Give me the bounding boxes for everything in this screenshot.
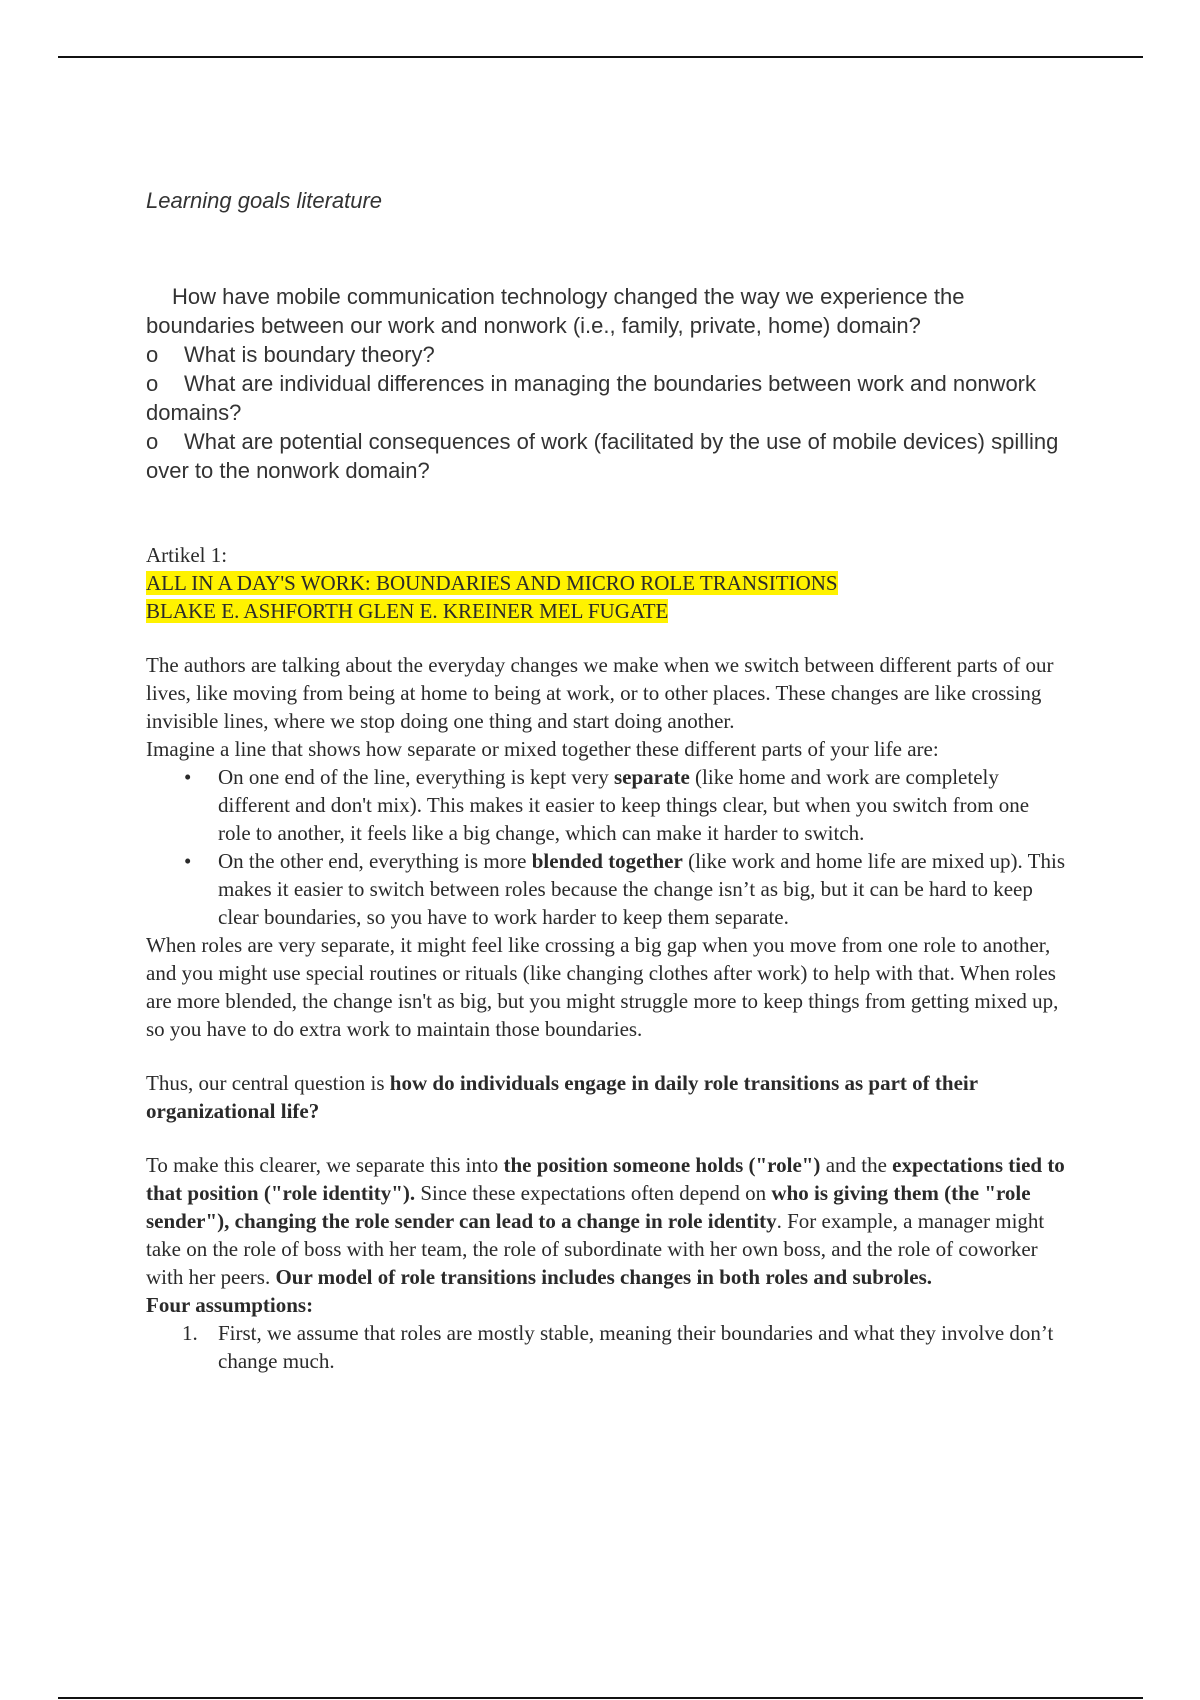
list-number: 1. bbox=[182, 1321, 198, 1345]
paragraph: When roles are very separate, it might feel like crossing a big gap when you move from one role to another, and you might use special routines or rituals (like changing clothes after work) to help with that. When roles are more blended, the change isn't as big, but you might struggle more to keep things from getting mixed up, so you have to do extra work to maintain those boundaries. bbox=[146, 933, 1059, 1041]
article-authors: BLAKE E. ASHFORTH GLEN E. KREINER MEL FUGATE bbox=[146, 599, 669, 623]
article-title: ALL IN A DAY'S WORK: BOUNDARIES AND MICRO ROLE TRANSITIONS bbox=[146, 571, 838, 595]
article-label: Artikel 1: bbox=[146, 543, 228, 567]
paragraph: The authors are talking about the everyday changes we make when we switch between different parts of our lives, like moving from being at home to being at work, or to other places. These changes are like crossing invisible lines, where we stop doing one thing and start doing another. bbox=[146, 653, 1054, 733]
list-marker: o bbox=[146, 371, 159, 396]
footer-rule bbox=[58, 1697, 1143, 1699]
paragraph: To make this clearer, we separate this into the position someone holds ("role") and the expectations tied to that position ("role identity"). Since these expectations often depend on who is giving them (the "role sender"), changing the role sender can lead to a change in role identity. For example, a manager might take on the role of boss with her team, the role of subordinate with her own boss, and the role of coworker with her peers. Our model of role transitions includes changes in both roles and subroles. bbox=[146, 1153, 1065, 1289]
list-item: 1. First, we assume that roles are mostly stable, meaning their boundaries and what they involve don’t change much. bbox=[182, 1321, 1054, 1373]
list-marker: o bbox=[146, 429, 159, 454]
list-item: • On one end of the line, everything is kept very separate (like home and work are completely different and don't mix). This makes it easier to keep things clear, but when you switch from one role to another, it feels like a big change, which can make it harder to switch. bbox=[184, 765, 1030, 845]
document-page bbox=[146, 188, 1066, 1375]
bullet-icon: • bbox=[184, 765, 192, 789]
bullet-icon: • bbox=[184, 849, 192, 873]
header-rule bbox=[58, 56, 1143, 58]
goal-question: o What are individual differences in managing the boundaries between work and nonwork domains? bbox=[146, 371, 1037, 425]
list-item: • On the other end, everything is more blended together (like work and home life are mixed up). This makes it easier to switch between roles because the change isn’t as big, but it can be hard to keep clear boundaries, so you have to work harder to keep them separate. bbox=[184, 849, 1066, 929]
document-title: Learning goals literature bbox=[146, 188, 383, 213]
goal-question: o What are potential consequences of work (facilitated by the use of mobile devices) spilling over to the nonwork domain? bbox=[146, 429, 1059, 483]
paragraph: Imagine a line that shows how separate or mixed together these different parts of your life are: bbox=[146, 737, 939, 761]
list-marker: o bbox=[146, 342, 159, 367]
bullet-list bbox=[146, 763, 1066, 931]
goal-question: o What is boundary theory? bbox=[146, 342, 435, 367]
numbered-list bbox=[146, 1319, 1066, 1375]
central-question: Thus, our central question is how do individuals engage in daily role transitions as part of their organizational life? bbox=[146, 1071, 978, 1123]
article-section bbox=[146, 541, 1066, 1375]
learning-goals bbox=[146, 282, 1066, 485]
goals-lead-question: How have mobile communication technology changed the way we experience the boundaries between our work and nonwork (i.e., family, private, home) domain? bbox=[146, 284, 965, 338]
section-heading: Four assumptions: bbox=[146, 1293, 314, 1317]
